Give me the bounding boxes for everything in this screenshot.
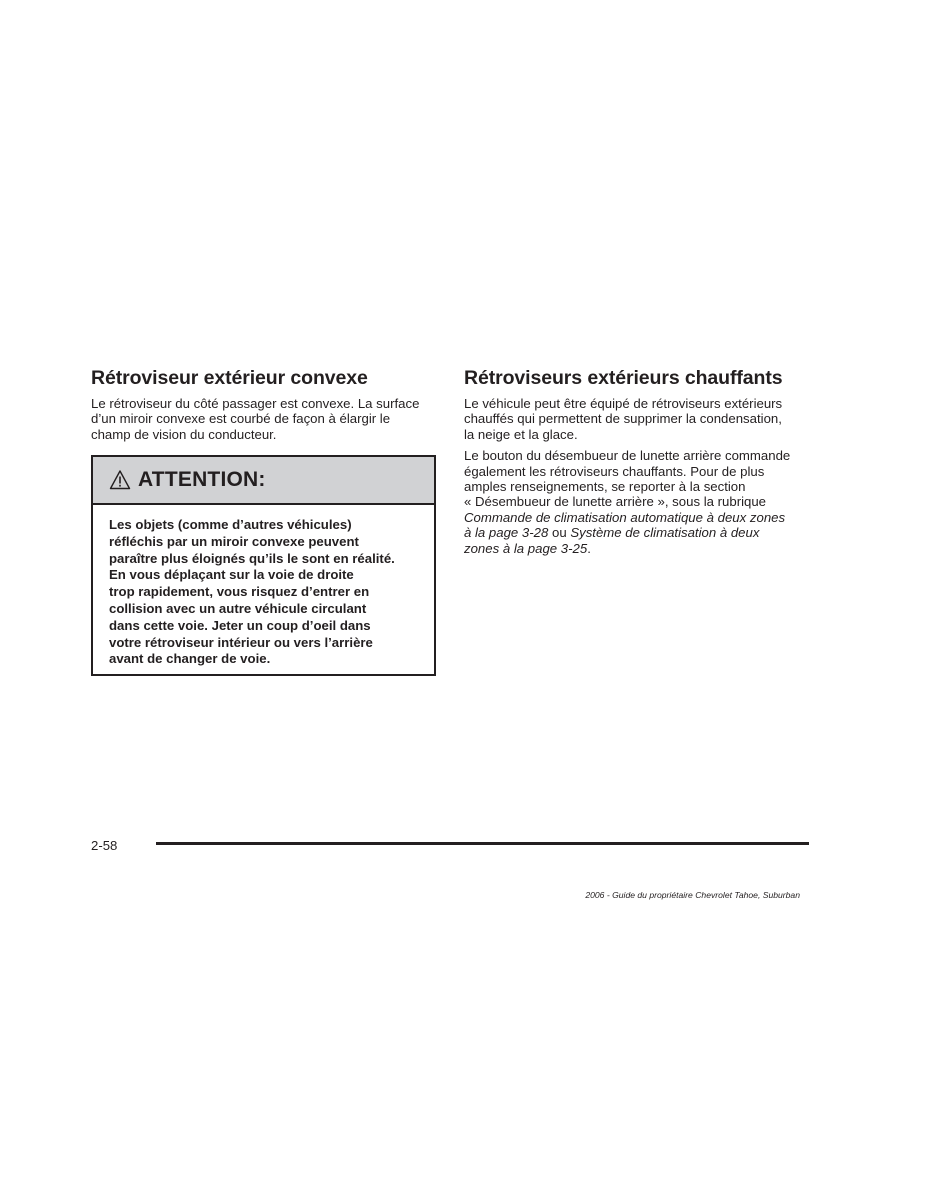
warning-line: paraître plus éloignés qu’ils le sont en réalité. xyxy=(109,550,395,566)
left-section xyxy=(91,366,437,448)
cross-reference-link[interactable]: zones à la page 3-25 xyxy=(464,540,588,556)
connector-text: ou xyxy=(548,525,571,541)
warning-line: dans cette voie. Jeter un coup d’oeil dans xyxy=(109,617,371,633)
warning-triangle-icon xyxy=(109,469,131,491)
text-line: « Désembueur de lunette arrière », sous la rubrique xyxy=(464,494,767,510)
text-line: Le véhicule peut être équipé de rétroviseurs extérieurs xyxy=(464,396,783,411)
convex-mirror-paragraph xyxy=(91,396,437,442)
attention-header xyxy=(93,457,434,505)
text-line: champ de vision du conducteur. xyxy=(91,426,277,442)
attention-title: ATTENTION: xyxy=(138,468,266,491)
warning-line: Les objets (comme d’autres véhicules) xyxy=(109,517,352,532)
cross-reference-link[interactable]: à la page 3-28 xyxy=(464,525,549,541)
heated-mirrors-paragraph-2 xyxy=(464,448,810,556)
text-line: Le bouton du désembueur de lunette arrière commande xyxy=(464,448,791,464)
text-line: Le rétroviseur du côté passager est convexe. La surface xyxy=(91,396,420,411)
right-section xyxy=(464,366,810,562)
text-line: amples renseignements, se reporter à la section xyxy=(464,479,746,495)
attention-body xyxy=(93,505,434,668)
end-punctuation: . xyxy=(587,540,591,556)
page-number: 2-58 xyxy=(91,838,118,853)
section-heading-convex-mirror: Rétroviseur extérieur convexe xyxy=(91,367,368,389)
warning-line: réfléchis par un miroir convexe peuvent xyxy=(109,533,359,549)
footer-rule xyxy=(156,842,809,845)
warning-line: En vous déplaçant sur la voie de droite xyxy=(109,567,354,583)
cross-reference-link[interactable]: Système de climatisation à deux xyxy=(570,525,760,541)
footer-title: 2006 - Guide du propriétaire Chevrolet Tahoe, Suburban xyxy=(585,890,800,900)
heated-mirrors-paragraph-1 xyxy=(464,396,810,442)
attention-box xyxy=(91,455,436,676)
text-line: chauffés qui permettent de supprimer la condensation, xyxy=(464,411,782,427)
warning-line: votre rétroviseur intérieur ou vers l’arrière xyxy=(109,634,373,650)
warning-line: avant de changer de voie. xyxy=(109,651,271,667)
warning-line: trop rapidement, vous risquez d’entrer en xyxy=(109,584,370,600)
section-heading-heated-mirrors: Rétroviseurs extérieurs chauffants xyxy=(464,367,783,389)
cross-reference-link[interactable]: Commande de climatisation automatique à deux zones xyxy=(464,509,786,525)
warning-line: collision avec un autre véhicule circulant xyxy=(109,600,367,616)
text-line: d’un miroir convexe est courbé de façon à élargir le xyxy=(91,411,391,427)
text-line: la neige et la glace. xyxy=(464,426,578,442)
text-line: également les rétroviseurs chauffants. Pour de plus xyxy=(464,463,765,479)
